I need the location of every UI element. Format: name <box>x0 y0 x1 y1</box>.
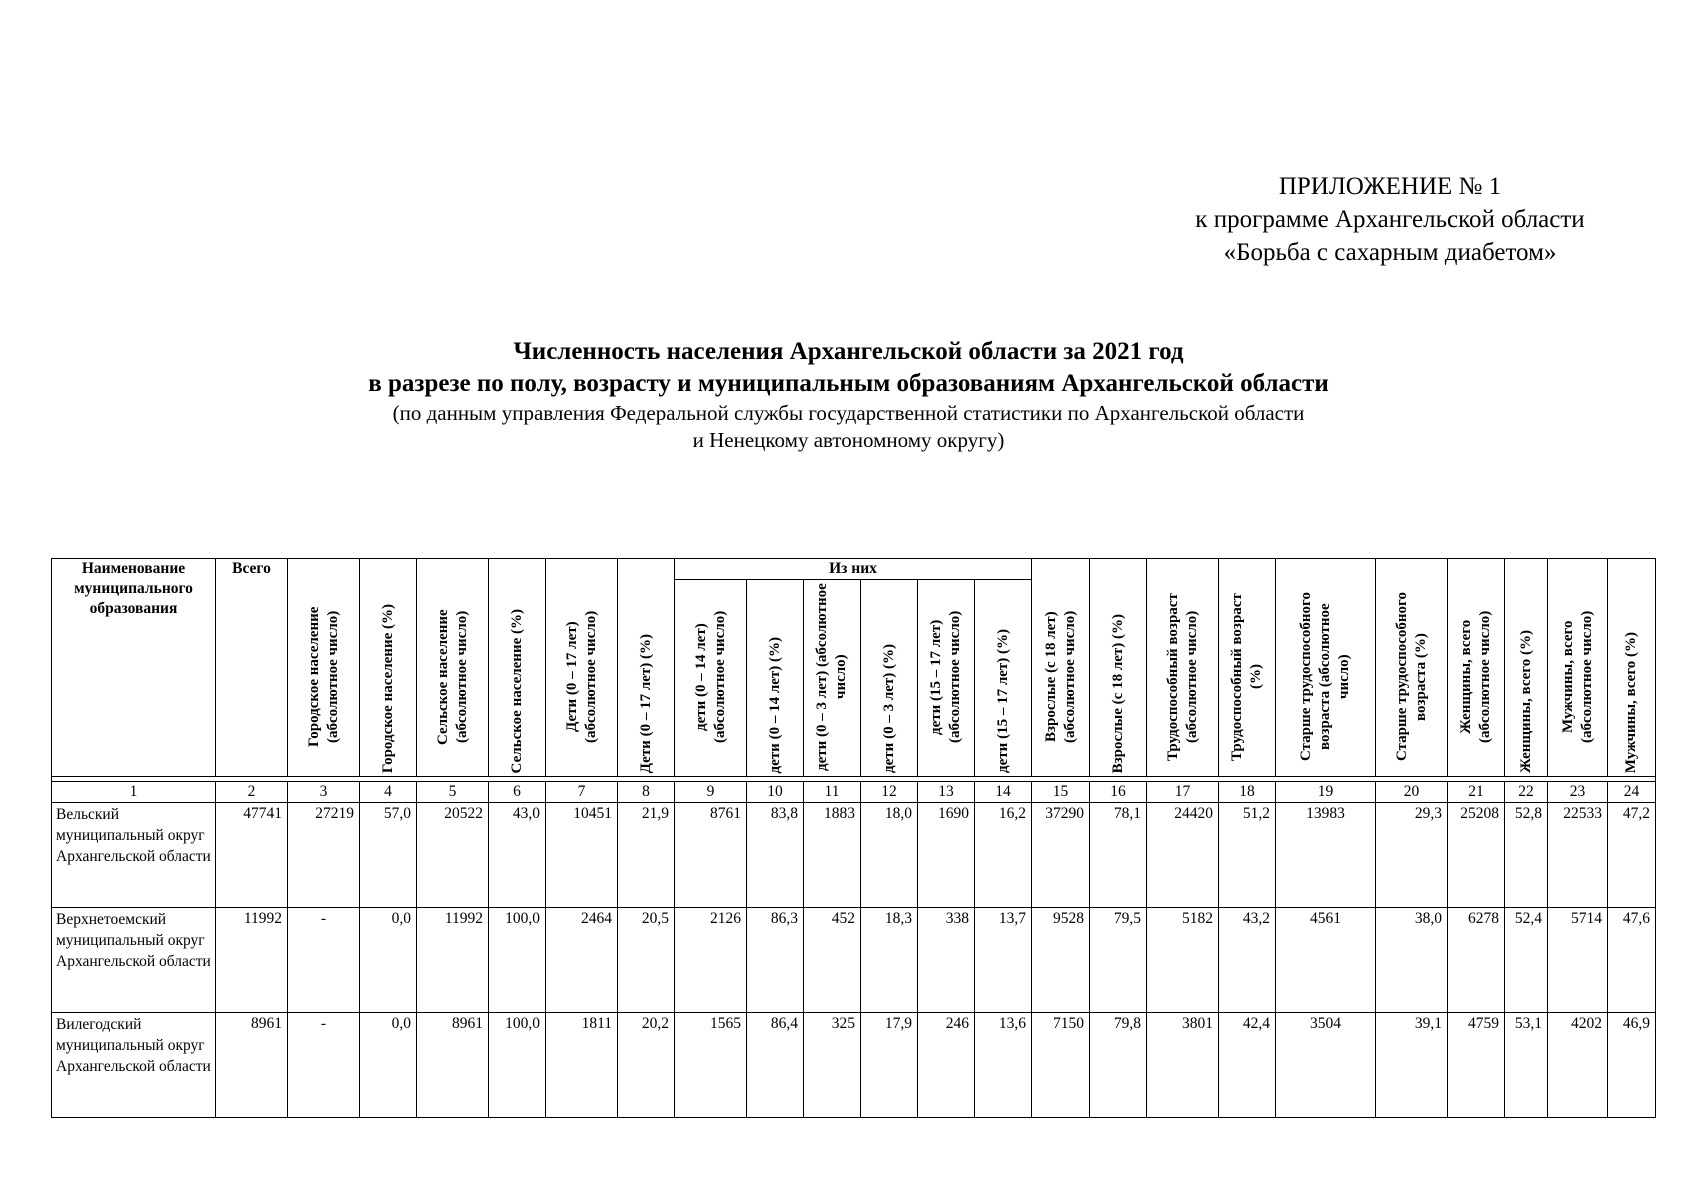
column-number: 3 <box>288 782 360 803</box>
column-number: 15 <box>1032 782 1090 803</box>
row-name: Вилегодский муниципальный округ Архангельской области <box>52 1013 216 1118</box>
cell-adults-pct: 79,8 <box>1090 1013 1147 1118</box>
column-number: 16 <box>1090 782 1147 803</box>
row-name: Вельский муниципальный округ Архангельской области <box>52 803 216 908</box>
cell-women-abs: 25208 <box>1448 803 1505 908</box>
table-row <box>52 803 1656 908</box>
cell-women-abs: 4759 <box>1448 1013 1505 1118</box>
cell-kids03-abs: 452 <box>804 908 861 1013</box>
cell-kids1517-abs: 1690 <box>918 803 975 908</box>
column-number: 5 <box>417 782 489 803</box>
table-row <box>52 908 1656 1013</box>
cell-kids1517-pct: 13,6 <box>975 1013 1032 1118</box>
header-working-abs: Трудоспособный возраст (абсолютное число) <box>1147 559 1219 777</box>
document-title: Численность населения Архангельской области за 2021 год <box>513 338 1184 365</box>
cell-rural-abs: 11992 <box>417 908 489 1013</box>
column-number: 9 <box>675 782 747 803</box>
cell-rural-pct: 100,0 <box>489 908 546 1013</box>
cell-women-abs: 6278 <box>1448 908 1505 1013</box>
cell-men-pct: 47,6 <box>1608 908 1656 1013</box>
cell-kids014-pct: 86,4 <box>747 1013 804 1118</box>
cell-kids03-abs: 325 <box>804 1013 861 1118</box>
cell-older-abs: 13983 <box>1276 803 1376 908</box>
column-number: 4 <box>360 782 417 803</box>
cell-total: 47741 <box>216 803 288 908</box>
cell-working-pct: 42,4 <box>1219 1013 1276 1118</box>
cell-kids-abs: 1811 <box>546 1013 618 1118</box>
cell-kids1517-abs: 338 <box>918 908 975 1013</box>
appendix-program-name: «Борьба с сахарным диабетом» <box>1223 239 1557 266</box>
appendix-block <box>1150 170 1630 269</box>
cell-kids1517-abs: 246 <box>918 1013 975 1118</box>
header-men-pct: Мужчины, всего (%) <box>1608 559 1656 777</box>
cell-older-pct: 38,0 <box>1376 908 1448 1013</box>
appendix-program: к программе Архангельской области <box>1195 206 1585 233</box>
column-number: 8 <box>618 782 675 803</box>
cell-kids-pct: 20,2 <box>618 1013 675 1118</box>
column-number: 23 <box>1548 782 1608 803</box>
column-number: 18 <box>1219 782 1276 803</box>
row-name: Верхнетоемский муниципальный округ Архангельской области <box>52 908 216 1013</box>
cell-urban-abs: - <box>288 908 360 1013</box>
cell-working-pct: 43,2 <box>1219 908 1276 1013</box>
document-subtitle: в разрезе по полу, возрасту и муниципальным образованиям Архангельской области <box>368 370 1329 397</box>
header-kids014-pct: дети (0 – 14 лет) (%) <box>747 580 804 777</box>
header-kids03-abs: дети (0 – 3 лет) (абсолютное число) <box>804 580 861 777</box>
cell-older-pct: 29,3 <box>1376 803 1448 908</box>
cell-kids-abs: 10451 <box>546 803 618 908</box>
cell-older-pct: 39,1 <box>1376 1013 1448 1118</box>
source-note-line1: (по данным управления Федеральной службы государственной статистики по Архангельской области <box>392 401 1305 425</box>
header-rural-pct: Сельское население (%) <box>489 559 546 777</box>
column-number: 2 <box>216 782 288 803</box>
column-number: 1 <box>52 782 216 803</box>
cell-working-abs: 24420 <box>1147 803 1219 908</box>
cell-kids014-abs: 2126 <box>675 908 747 1013</box>
column-number: 20 <box>1376 782 1448 803</box>
cell-men-pct: 46,9 <box>1608 1013 1656 1118</box>
header-kids03-pct: дети (0 – 3 лет) (%) <box>861 580 918 777</box>
header-name: Наименование муниципального образования <box>52 559 216 777</box>
cell-kids014-pct: 86,3 <box>747 908 804 1013</box>
column-number: 14 <box>975 782 1032 803</box>
cell-older-abs: 3504 <box>1276 1013 1376 1118</box>
header-adults-abs: Взрослые (с 18 лет) (абсолютное число) <box>1032 559 1090 777</box>
cell-men-abs: 5714 <box>1548 908 1608 1013</box>
document-heading <box>0 336 1697 454</box>
cell-working-abs: 5182 <box>1147 908 1219 1013</box>
header-older-abs: Старше трудоспособного возраста (абсолютное число) <box>1276 559 1376 777</box>
header-kids1517-pct: дети (15 – 17 лет) (%) <box>975 580 1032 777</box>
column-number: 13 <box>918 782 975 803</box>
cell-urban-pct: 0,0 <box>360 1013 417 1118</box>
cell-rural-abs: 20522 <box>417 803 489 908</box>
cell-men-abs: 4202 <box>1548 1013 1608 1118</box>
cell-women-pct: 52,8 <box>1505 803 1548 908</box>
column-number: 17 <box>1147 782 1219 803</box>
header-working-pct: Трудоспособный возраст (%) <box>1219 559 1276 777</box>
cell-kids014-abs: 8761 <box>675 803 747 908</box>
appendix-number: ПРИЛОЖЕНИЕ № 1 <box>1278 173 1502 200</box>
cell-rural-pct: 43,0 <box>489 803 546 908</box>
cell-adults-pct: 78,1 <box>1090 803 1147 908</box>
cell-working-abs: 3801 <box>1147 1013 1219 1118</box>
cell-kids03-pct: 18,3 <box>861 908 918 1013</box>
column-number: 24 <box>1608 782 1656 803</box>
cell-women-pct: 53,1 <box>1505 1013 1548 1118</box>
cell-kids03-pct: 18,0 <box>861 803 918 908</box>
cell-kids-abs: 2464 <box>546 908 618 1013</box>
cell-kids014-abs: 1565 <box>675 1013 747 1118</box>
column-number: 7 <box>546 782 618 803</box>
cell-kids014-pct: 83,8 <box>747 803 804 908</box>
header-kids-abs: Дети (0 – 17 лет) (абсолютное число) <box>546 559 618 777</box>
cell-older-abs: 4561 <box>1276 908 1376 1013</box>
population-table <box>51 558 1656 1118</box>
column-number: 22 <box>1505 782 1548 803</box>
cell-adults-abs: 9528 <box>1032 908 1090 1013</box>
cell-kids1517-pct: 13,7 <box>975 908 1032 1013</box>
header-older-pct: Старше трудоспособного возраста (%) <box>1376 559 1448 777</box>
column-number-row <box>52 782 1656 803</box>
cell-adults-abs: 37290 <box>1032 803 1090 908</box>
cell-kids03-abs: 1883 <box>804 803 861 908</box>
cell-men-pct: 47,2 <box>1608 803 1656 908</box>
column-number: 11 <box>804 782 861 803</box>
header-adults-pct: Взрослые (с 18 лет) (%) <box>1090 559 1147 777</box>
cell-kids-pct: 20,5 <box>618 908 675 1013</box>
column-number: 12 <box>861 782 918 803</box>
header-women-abs: Женщины, всего (абсолютное число) <box>1448 559 1505 777</box>
cell-adults-abs: 7150 <box>1032 1013 1090 1118</box>
table-row <box>52 1013 1656 1118</box>
header-rural-abs: Сельское население (абсолютное число) <box>417 559 489 777</box>
source-note-line2: и Ненецкому автономному округу) <box>692 428 1005 452</box>
cell-kids-pct: 21,9 <box>618 803 675 908</box>
header-urban-pct: Городское население (%) <box>360 559 417 777</box>
cell-rural-pct: 100,0 <box>489 1013 546 1118</box>
cell-total: 8961 <box>216 1013 288 1118</box>
cell-urban-abs: - <box>288 1013 360 1118</box>
header-women-pct: Женщины, всего (%) <box>1505 559 1548 777</box>
cell-urban-pct: 57,0 <box>360 803 417 908</box>
header-men-abs: Мужчины, всего (абсолютное число) <box>1548 559 1608 777</box>
header-total: Всего <box>216 559 288 777</box>
header-kids1517-abs: дети (15 – 17 лет) (абсолютное число) <box>918 580 975 777</box>
cell-urban-pct: 0,0 <box>360 908 417 1013</box>
column-number: 19 <box>1276 782 1376 803</box>
cell-urban-abs: 27219 <box>288 803 360 908</box>
column-number: 21 <box>1448 782 1505 803</box>
cell-kids03-pct: 17,9 <box>861 1013 918 1118</box>
header-kids014-abs: дети (0 – 14 лет) (абсолютное число) <box>675 580 747 777</box>
cell-total: 11992 <box>216 908 288 1013</box>
header-urban-abs: Городское население (абсолютное число) <box>288 559 360 777</box>
cell-rural-abs: 8961 <box>417 1013 489 1118</box>
column-number: 10 <box>747 782 804 803</box>
header-of-them: Из них <box>675 559 1032 580</box>
column-number: 6 <box>489 782 546 803</box>
cell-adults-pct: 79,5 <box>1090 908 1147 1013</box>
cell-men-abs: 22533 <box>1548 803 1608 908</box>
cell-women-pct: 52,4 <box>1505 908 1548 1013</box>
header-kids-pct: Дети (0 – 17 лет) (%) <box>618 559 675 777</box>
cell-working-pct: 51,2 <box>1219 803 1276 908</box>
cell-kids1517-pct: 16,2 <box>975 803 1032 908</box>
